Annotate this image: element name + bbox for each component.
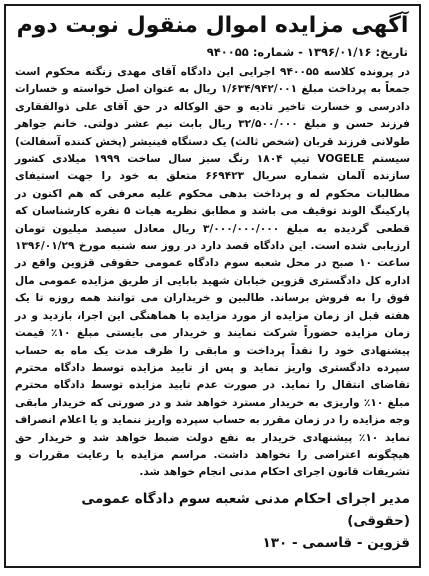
date-and-number: تاریخ: ۱۳۹۶/۰۱/۱۶ - شماره: ۹۴۰۰۵۵: [206, 45, 408, 59]
signatory-title: مدیر اجرای احکام مدنی شعبه سوم دادگاه عمومی (حقوقی): [81, 490, 410, 529]
notice-body: در پرونده کلاسه ۹۴۰۰۵۵ اجرایی این دادگاه آقای مهدی زنگنه محکوم است جمعاً به پرداخت مبلغ ۱/۶۳۴/۹۴۲/۰۰۱ ریال به عنوان اصل خواسته و خسارات دادرسی و خسارت تاخیر تادیه و حق الوکاله در حق آقای علی ذوالفقاری فرزند حسن و مبلغ ۳۲/۵۰۰/۰۰۰ ریال بابت نیم عشر دولتی. خانم جواهر طولانی فرزند قربان (شخص ثالث) یک دستگاه فینیشر (پخش کننده آسفالت) سیستم VOGELE تیپ ۱۸۰۴ رنگ سبز سال ساخت ۱۹۹۹ میلادی کشور سازنده آلمان شماره سریال ۶۶۹۴۲۳ متعلق به خود را جهت استیفای مطالبات محکوم له و پرداخت بدهی محکوم علیه معرفی که هم اکنون در پارکینگ الوند توقیف می باشد و مطابق نظریه هیات ۵ نفره کارشناسان که قطعی گردیده به مبلغ ۳/۰۰۰/۰۰۰/۰۰۰ ریال معادل سیصد میلیون تومان ارزیابی شده است. این دادگاه قصد دارد در روز سه شنبه مورخ ۱۳۹۶/۰۱/۲۹ ساعت ۱۰ صبح در محل شعبه سوم دادگاه عمومی حقوقی قزوین واقع در اداره کل دادگستری قزوین خیابان شهید بابایی از طریق مزایده عمومی مال فوق را به فروش برساند. طالبین و خریداران می توانند همه روزه تا یک هفته قبل از زمان مزایده از مورد مزایده با هماهنگی این اجرا، بازدید و در زمان مزایده حضوراً شرکت نمایند و خریدار می بایستی مبلغ ۱۰٪ قیمت پیشنهادی خود را نقداً پرداخت و مابقی را ظرف مدت یک ماه به حساب سپرده دادگستری واریز نماید و پس از تایید مزایده توسط دادگاه محترم تقاضای انتقال را نماید. در صورت عدم تایید مزایده توسط دادگاه محترم مبلغ ۱۰٪ واریزی به خریدار مسترد خواهد شد و در صورتی که خریدار مابقی وجه مزایده را در زمان مقرر به حساب سپرده واریز ننماید و یا اعلام انصراف نماید ۱۰٪ پیشنهادی خریدار به نفع دولت ضبط خواهد شد و خریدار حق هیچگونه اعتراضی را نخواهد داشت. مراسم مزایده با رعایت مقررات و تشریفات قانون اجرای احکام مدنی انجام خواهد شد.: [15, 66, 411, 479]
notice-title: آگهی مزایده اموال منقول نوبت دوم: [16, 13, 409, 38]
auction-notice: [4, 4, 421, 568]
signatory-name: قزوین - قاسمی - ۱۳۰: [262, 534, 410, 551]
signature-block: [15, 488, 410, 554]
